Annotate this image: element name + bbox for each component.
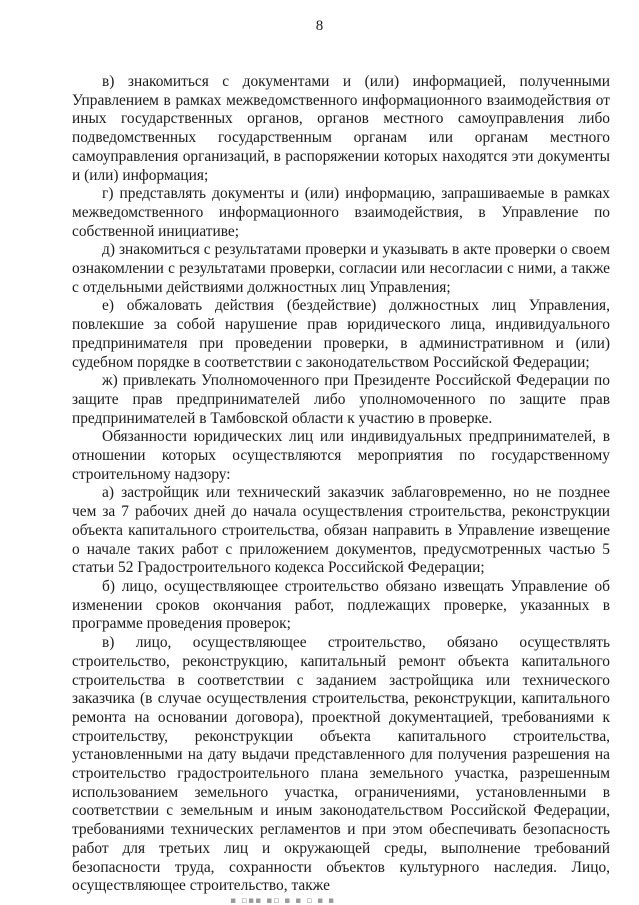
- page-number: 8: [315, 18, 324, 34]
- paragraph-b-notify-changes: б) лицо, осуществляющее строительство обязано извещать Управление об изменении сроков окончания работ, подлежащих проверке, указанных в программе проведения проверок;: [72, 577, 610, 633]
- document-body: [72, 73, 610, 896]
- paragraph-e-appeal-actions: е) обжаловать действия (бездействие) должностных лиц Управления, повлекшие за собой нарушение прав юридического лица, индивидуального предпринимателя при проведении проверки, в административном и (или) судебном порядке в соответствии с законодательством Российской Федерации;: [72, 297, 610, 371]
- paragraph-v-familiarize-documents: в) знакомиться с документами и (или) информацией, полученными Управлением в рамках межведомственного информационного взаимодействия от иных государственных органов, органов местного самоуправления либо подведомственных государственным органам или органам местного самоуправления организаций, в распоряжении которых находятся эти документы и (или) информация;: [72, 73, 610, 184]
- paragraph-g-submit-documents: г) представлять документы и (или) информацию, запрашиваемые в рамках межведомственного информационного взаимодействия, в Управление по собственной инициативе;: [72, 185, 610, 240]
- paragraph-zh-involve-ombudsman: ж) привлекать Уполномоченного при Президенте Российской Федерации по защите прав предпринимателей либо уполномоченного по защите прав предпринимателей в Тамбовской области к участию в проверке.: [72, 372, 610, 427]
- paragraph-d-familiarize-results: д) знакомиться с результатами проверки и указывать в акте проверки о своем ознакомлении с результатами проверки, согласии или несогласии с ними, а также с отдельными действиями должностных лиц Управления;: [72, 241, 610, 296]
- paragraph-v-construction-duties: в) лицо, осуществляющее строительство, обязано осуществлять строительство, реконструкцию, капитальный ремонт объекта капитального строительства в соответствии с заданием застройщика или технического заказчика (в случае осуществления строительства, реконструкции, капитального ремонта на основании договора), проектной документацией, требованиями к строительству, реконструкции объекта капитального строительства, установленными на дату выдачи представленного для получения разрешения на строительство градостроительного плана земельного участка, разрешенным использованием земельного участка, ограничениями, установленными в соответствии с земельным и иным законодательством Российской Федерации, требованиями технических регламентов и при этом обеспечивать безопасность работ для третьих лиц и окружающей среды, выполнение требований безопасности труда, сохранности объектов культурного наследия. Лицо, осуществляющее строительство, также: [72, 634, 610, 895]
- paragraph-a-developer-notice: а) застройщик или технический заказчик заблаговременно, но не позднее чем за 7 рабочих дней до начала осуществления строительства, реконструкции объекта капитального строительства, обязан направить в Управление извещение о начале таких работ с приложением документов, предусмотренных частью 5 статьи 52 Градостроительного кодекса Российской Федерации;: [72, 484, 610, 577]
- paragraph-obligations-heading: Обязанности юридических лиц или индивидуальных предпринимателей, в отношении которых осуществляются мероприятия по государственному строительному надзору:: [72, 428, 610, 483]
- scan-artifact: ▪ ▫▪▪ ▪▫ ▪ ▪ ▫ ▪ ▪: [230, 897, 336, 905]
